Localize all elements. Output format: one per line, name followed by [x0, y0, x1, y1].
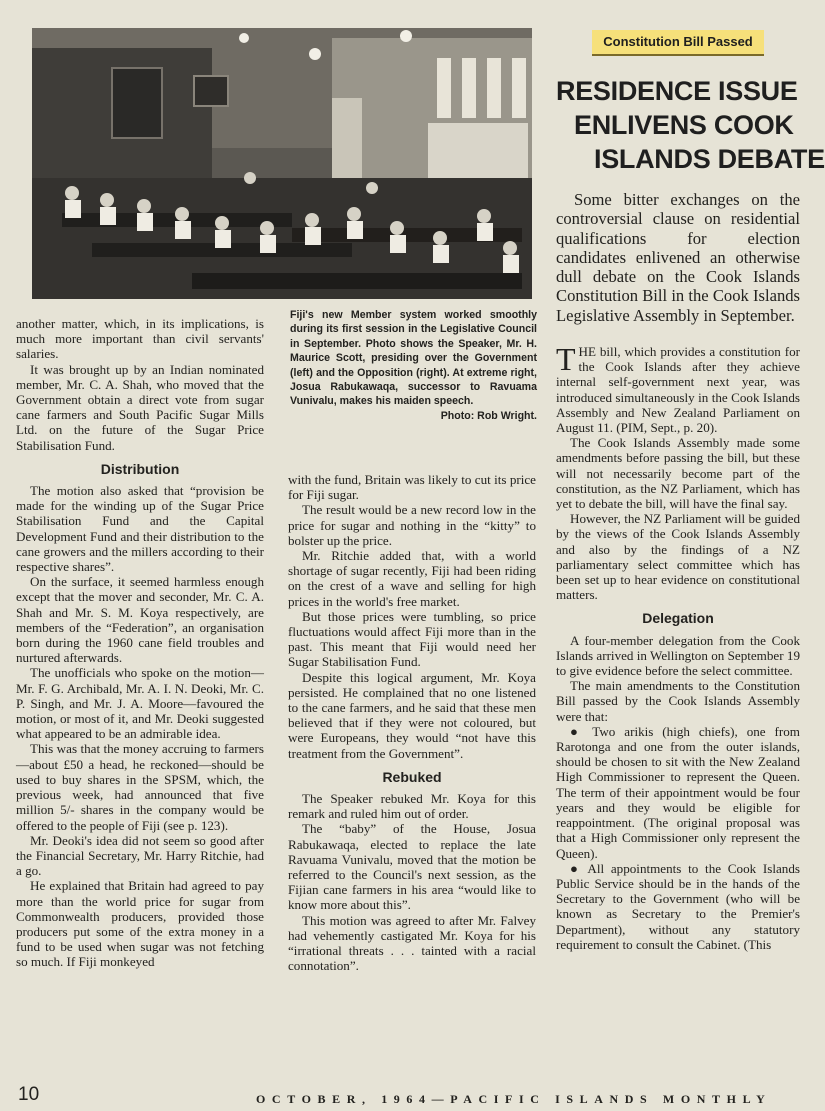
headline	[554, 74, 825, 176]
photo-credit: Photo: Rob Wright.	[440, 409, 537, 422]
headline-line-2: ENLIVENS COOK	[574, 110, 794, 140]
page-number: 10	[18, 1084, 40, 1105]
col1-paragraph-8: He explained that Britain had agreed to pay more than the world price for sugar from Commonwealth producers, provided those producers put some of the extra money in a fund to be used when sugar was not fetching so much. If Fiji monkeyed	[16, 878, 264, 970]
subhead-delegation: Delegation	[642, 610, 714, 627]
col2-paragraph-6: The Speaker rebuked Mr. Koya for this remark and ruled him out of order.	[288, 791, 536, 822]
legislative-council-photo	[32, 28, 532, 299]
headline-line-3: ISLANDS DEBATE	[594, 144, 825, 174]
intro-paragraph: Some bitter exchanges on the controversial clause on residential qualifications for election candidates enlivened an otherwise dull debate on the Cook Islands Constitution Bill in the Cook Islands Legislative Assembly in September.	[556, 190, 800, 325]
col1-paragraph-4: On the surface, it seemed harmless enough except that the mover and seconder, Mr. C. A. Shah and Mr. S. M. Koya respectively, are members of the “Federation”, an organisation born during the 1960 cane field troubles and nurtured afterwards.	[16, 574, 264, 666]
col2-paragraph-4: But those prices were tumbling, so price fluctuations would affect Fiji more than in the past. This meant that Fiji would need her Sugar Stabilisation Fund.	[288, 608, 536, 670]
col3-paragraph-6: ● Two arikis (high chiefs), one from Rarotonga and one from the outer islands, should be chosen to sit with the New Zealand High Commissioner to represent the Queen. The term of their appointment would be four years and they would be eligible for reappointment. (The original proposal was that a High Commissioner only represent the Queen).	[556, 723, 800, 861]
col3-paragraph-5: The main amendments to the Constitution Bill passed by the Cook Islands Assembly were that:	[556, 678, 800, 724]
col3-paragraph-4: A four-member delegation from the Cook Islands arrived in Wellington on September 19 to give evidence before the select committee.	[556, 632, 800, 679]
section-tag: Constitution Bill Passed	[592, 30, 764, 56]
article-intro	[556, 190, 800, 325]
col2-paragraph-5: Despite this logical argument, Mr. Koya persisted. He complained that no one listened to the cane farmers, and he said that these men believed that if they were not coloured, but were Europeans, they would “not have this treatment from the Government”.	[288, 669, 536, 761]
col3-paragraph-3: However, the NZ Parliament will be guided by the views of the Cook Islands Assembly and also by the findings of a NZ parliamentary select committee which has been set up to hear evidence on constitutional matters.	[556, 511, 800, 603]
col1-paragraph-2: It was brought up by an Indian nominated member, Mr. C. A. Shah, who moved that the Government obtain a direct vote from sugar cane farmers and South Pacific Sugar Mills Ltd. on the future of the Sugar Price Stabilisation Fund.	[16, 361, 264, 453]
subhead-rebuked: Rebuked	[382, 768, 442, 785]
col2-paragraph-7: The “baby” of the House, Josua Rabukawaqa, elected to replace the late Ravuama Vunivalu, moved that the motion be referred to the Council's next session, as the Fijian cane farmers in his area “would like to know more about this”.	[288, 821, 536, 913]
col2-paragraph-8: This motion was agreed to after Mr. Falvey had vehemently castigated Mr. Koya for his “irrational threats . . . tainted with a racial connotation”.	[288, 912, 536, 974]
photo-caption-text: Fiji's new Member system worked smoothly during its first session in the Legislative Council in September. Photo shows the Speaker, Mr. H. Maurice Scott, presiding over the Government (left) and the Opposition (right). At extreme right, Josua Rabukawaqa, successor to Ravuama Vunivalu, makes his maiden speech.	[290, 309, 537, 408]
col3-paragraph-1	[556, 341, 800, 436]
col3-paragraph-7: ● All appointments to the Cook Islands Public Service should be in the hands of the Secretary to the Government (who will be known as Secretary to the Premier's Department), without any statutory requirement to consult the Cabinet. (This	[556, 860, 800, 952]
col3-paragraph-2: The Cook Islands Assembly made some amendments before passing the bill, but these will not necessarily become part of the constitution, as the NZ Parliament, which has yet to debate the bill, will have the final say.	[556, 435, 800, 512]
col1-paragraph-1: another matter, which, in its implications, is much more important than civil servants' salaries.	[16, 316, 264, 362]
subhead-distribution: Distribution	[100, 460, 180, 477]
photo-caption	[290, 308, 537, 423]
footer-masthead: OCTOBER, 1964—PACIFIC ISLANDS MONTHLY	[256, 1092, 772, 1106]
column-3	[556, 341, 800, 952]
col1-paragraph-3: The motion also asked that “provision be made for the winding up of the Sugar Price Stabilisation Fund and the Capital Development Fund and their distribution to the cane growers and the millers according to their respective shares”.	[16, 483, 264, 575]
col2-paragraph-2: The result would be a new record low in the price for sugar and nothing in the “kitty” to bolster up the price.	[288, 502, 536, 548]
col1-paragraph-7: Mr. Deoki's idea did not seem so good after the Financial Secretary, Mr. Harry Ritchie, had a go.	[16, 832, 264, 879]
headline-line-1: RESIDENCE ISSUE	[556, 76, 798, 106]
column-2	[288, 472, 536, 974]
drop-cap: T	[556, 341, 576, 377]
col3-paragraph-1-text: HE bill, which provides a constitution for the Cook Islands after they achieve internal self-government next year, was introduced simultaneously in the Cook Islands Assembly and New Zealand Parliament on August 11. (PIM, Sept., p. 20).	[556, 344, 800, 436]
col2-paragraph-3: Mr. Ritchie added that, with a world shortage of sugar recently, Fiji had been riding on the crest of a wave and selling for high prices in the world's free market.	[288, 548, 536, 609]
col2-paragraph-1: with the fund, Britain was likely to cut its price for Fiji sugar.	[288, 472, 536, 503]
column-1	[16, 316, 264, 970]
col1-paragraph-6: This was that the money accruing to farmers—about £50 a head, he reckoned—should be used to buy shares in the SPSM, which, the previous week, had announced that five million 5/- shares in the company would be offered to the people of Fiji (see p. 123).	[16, 741, 264, 833]
page-footer	[0, 1084, 801, 1108]
col1-paragraph-5: The unofficials who spoke on the motion—Mr. F. G. Archibald, Mr. A. I. N. Deoki, Mr. C. P. Singh, and Mr. J. A. Moore—favoured the motion, or most of it, and Mr. Deoki suggested what appeared to be an admirable idea.	[16, 665, 264, 742]
